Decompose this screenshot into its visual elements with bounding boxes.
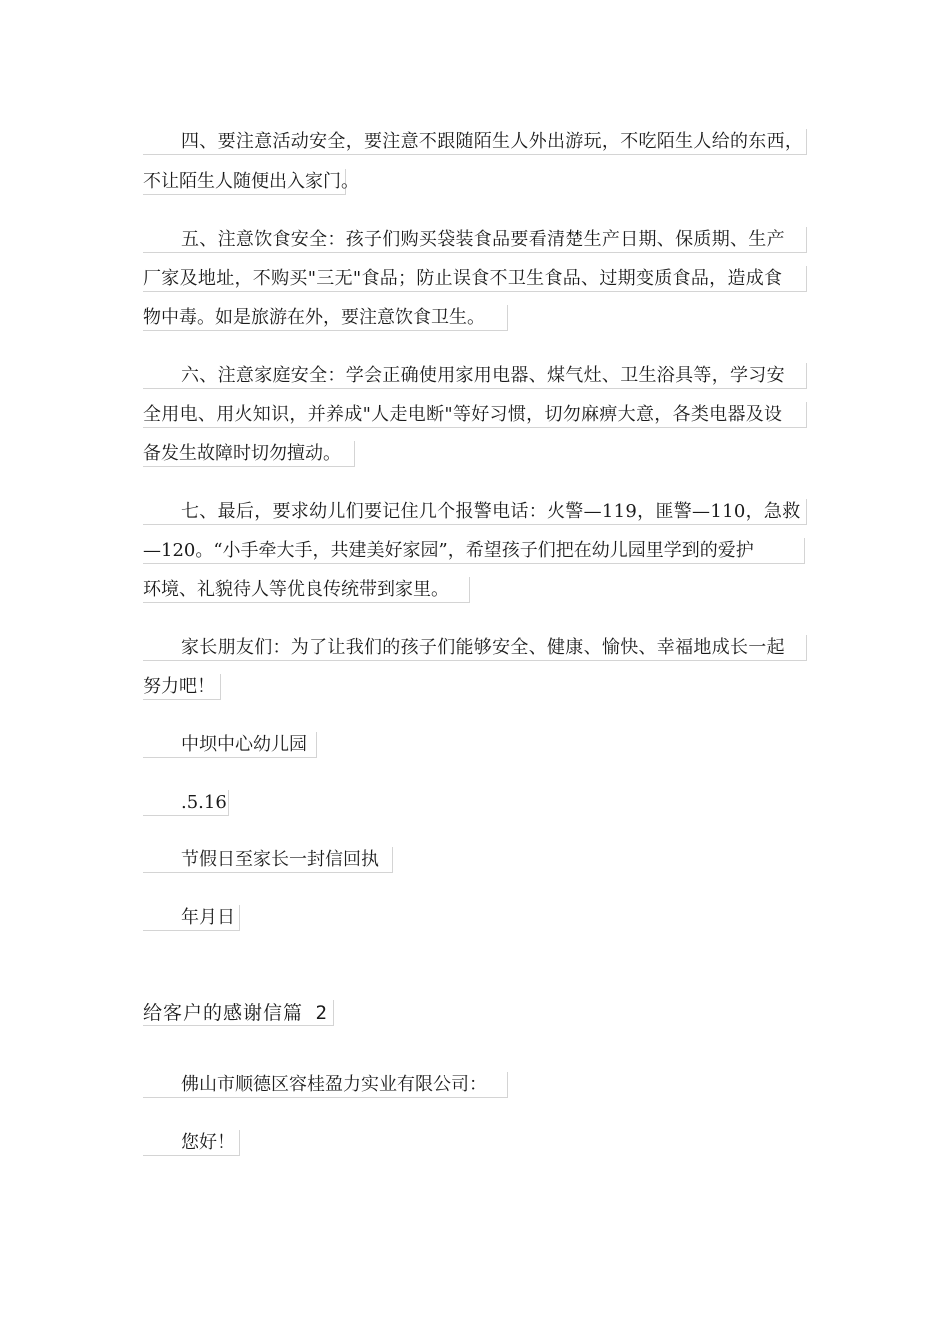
receipt-heading: 节假日至家长一封信回执 (143, 847, 393, 873)
paragraph-5-line-3: 物中毒。如是旅游在外，要注意饮食卫生。 (143, 305, 508, 331)
paragraph-6-line-3: 备发生故障时切勿擅动。 (143, 441, 355, 467)
closing-line-2: 努力吧！ (143, 674, 221, 700)
paragraph-6-line-2: 全用电、用火知识，并养成"人走电断"等好习惯，切勿麻痹大意，各类电器及设 (143, 402, 807, 428)
paragraph-7-line-3: 环境、礼貌待人等优良传统带到家里。 (143, 577, 470, 603)
paragraph-5-line-1: 五、注意饮食安全：孩子们购买袋装食品要看清楚生产日期、保质期、生产 (143, 227, 807, 253)
date-fields: 年月日 (143, 905, 240, 931)
section-title: 给客户的感谢信篇 2 (143, 1000, 334, 1026)
recipient-line: 佛山市顺德区容桂盈力实业有限公司： (143, 1072, 508, 1098)
letter-date: .5.16 (143, 790, 229, 816)
paragraph-5-line-2: 厂家及地址，不购买"三无"食品；防止误食不卫生食品、过期变质食品，造成食 (143, 266, 807, 292)
paragraph-4-line-1: 四、要注意活动安全，要注意不跟随陌生人外出游玩，不吃陌生人给的东西， (143, 129, 807, 155)
organization-name: 中坝中心幼儿园 (143, 732, 317, 758)
paragraph-4-line-2: 不让陌生人随便出入家门。 (143, 169, 346, 195)
greeting-line: 您好！ (143, 1130, 240, 1156)
paragraph-7-line-2: —120。“小手牵大手，共建美好家园”，希望孩子们把在幼儿园里学到的爱护 (143, 538, 805, 564)
closing-line-1: 家长朋友们：为了让我们的孩子们能够安全、健康、愉快、幸福地成长一起 (143, 635, 807, 661)
paragraph-6-line-1: 六、注意家庭安全：学会正确使用家用电器、煤气灶、卫生浴具等，学习安 (143, 363, 807, 389)
paragraph-7-line-1: 七、最后，要求幼儿们要记住几个报警电话：火警—119，匪警—110，急救 (143, 499, 807, 525)
